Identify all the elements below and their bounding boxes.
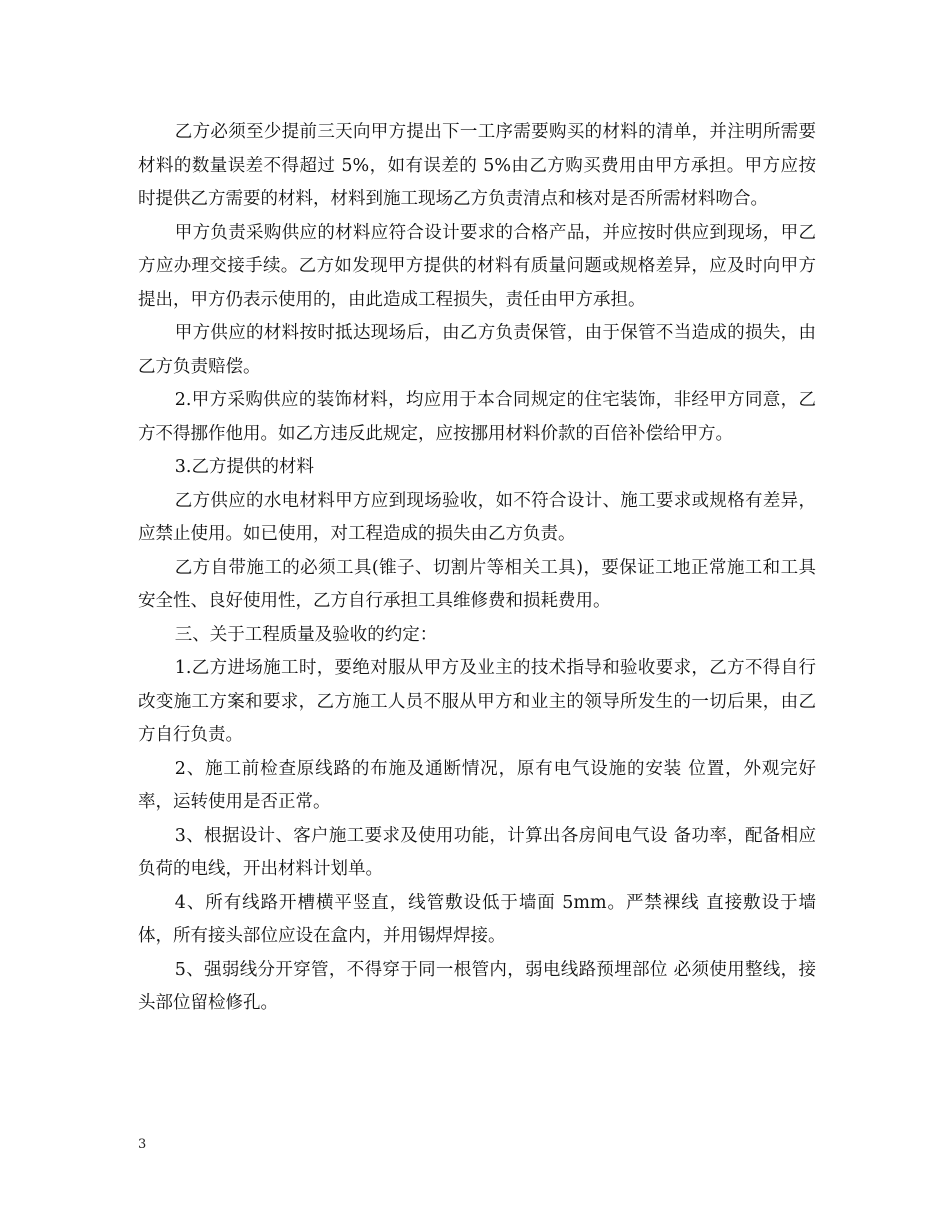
section-heading: 3.乙方提供的材料 <box>174 457 314 477</box>
paragraph: 2、施工前检查原线路的布施及通断情况，原有电气设施的安装 位置，外观完好率，运转使用是否正常。 <box>138 758 816 812</box>
paragraph: 乙方必须至少提前三天向甲方提出下一工序需要购买的材料的清单，并注明所需要材料的数量误差不得超过 5%，如有误差的 5%由乙方购买费用由甲方承担。甲方应按时提供乙方需要的材料，材料到施工现场乙方负责清点和核对是否所需材料吻合。 <box>138 122 816 209</box>
paragraph: 2.甲方采购供应的装饰材料，均应用于本合同规定的住宅装饰，非经甲方同意，乙方不得挪作他用。如乙方违反此规定，应按挪用材料价款的百倍补偿给甲方。 <box>138 390 816 444</box>
paragraph: 乙方自带施工的必须工具(锥子、切割片等相关工具)，要保证工地正常施工和工具安全性、良好使用性，乙方自行承担工具维修费和损耗费用。 <box>138 557 816 611</box>
paragraph: 5、强弱线分开穿管，不得穿于同一根管内，弱电线路预埋部位 必须使用整线，接头部位留检修孔。 <box>138 959 816 1013</box>
paragraph: 3、根据设计、客户施工要求及使用功能，计算出各房间电气设 备功率，配备相应负荷的电线，开出材料计划单。 <box>138 825 816 879</box>
page-number: 3 <box>138 1137 147 1152</box>
paragraph: 甲方供应的材料按时抵达现场后，由乙方负责保管，由于保管不当造成的损失，由乙方负责赔偿。 <box>138 323 816 377</box>
paragraph: 甲方负责采购供应的材料应符合设计要求的合格产品，并应按时供应到现场，甲乙方应办理交接手续。乙方如发现甲方提供的材料有质量问题或规格差异，应及时向甲方提出，甲方仍表示使用的，由此造成工程损失，责任由甲方承担。 <box>138 222 816 310</box>
paragraph: 4、所有线路开槽横平竖直，线管敷设低于墙面 5mm。严禁裸线 直接敷设于墙体，所有接头部位应设在盒内，并用锡焊焊接。 <box>138 892 816 946</box>
paragraph: 1.乙方进场施工时，要绝对服从甲方及业主的技术指导和验收要求，乙方不得自行改变施工方案和要求，乙方施工人员不服从甲方和业主的领导所发生的一切后果，由乙方自行负责。 <box>138 658 816 745</box>
section-heading: 三、关于工程质量及验收的约定： <box>174 624 438 645</box>
paragraph: 乙方供应的水电材料甲方应到现场验收，如不符合设计、施工要求或规格有差异，应禁止使用。如已使用，对工程造成的损失由乙方负责。 <box>138 490 816 544</box>
document-body <box>138 116 816 1021</box>
